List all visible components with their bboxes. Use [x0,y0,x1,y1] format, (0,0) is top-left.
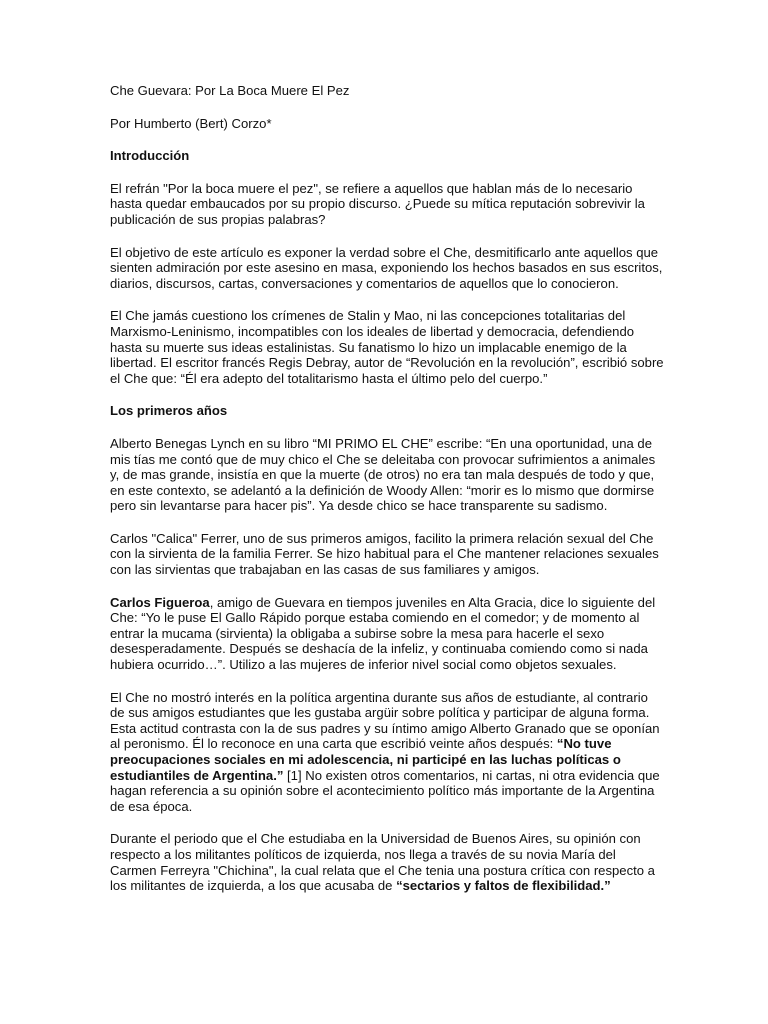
paragraph-3: El Che jamás cuestiono los crímenes de Stalin y Mao, ni las concepciones totalitarias del Marxismo-Leninismo, incompatibles con los ideales de libertad y democracia, defendiendo hasta su muerte sus ideas estalinistas. Su fanatismo lo hizo un implacable enemigo de la libertad. El escritor francés Regis Debray, autor de “Revolución en la revolución”, escribió sobre el Che que: “Él era adepto del totalitarismo hasta el último pelo del cuerpo.” [110,308,664,386]
paragraph-8 [110,831,665,893]
paragraph-5: Carlos "Calica" Ferrer, uno de sus primeros amigos, facilito la primera relación sexual del Che con la sirvienta de la familia Ferrer. Se hizo habitual para el Che mantener relaciones sexuales con las sirvientas que trabajaban en las casas de sus familiares y amigos. [110,530,659,578]
document-title: Che Guevara: Por La Boca Muere El Pez [110,83,350,98]
paragraph-6-text: , amigo de Guevara en tiempos juveniles en Alta Gracia, dice lo siguiente del Che: “Yo le puse El Gallo Rápido porque estaba comiendo en el comedor; y de momento al entrar la mucama (sirvienta) la obligaba a subirse sobre la mesa para hacerle el sexo desesperadamente. Después se deshacía de la infeliz, y continuaba comiendo como si nada hubiera ocurrido…”. Utilizo a las mujeres de inferior nivel social como objetos sexuales. [110,594,656,673]
paragraph-2: El objetivo de este artículo es exponer la verdad sobre el Che, desmitificarlo ante aquellos que sienten admiración por este asesino en masa, exponiendo los hechos basados en sus escritos, diarios, discursos, cartas, conversaciones y comentarios de aquellos que lo conocieron. [110,244,663,291]
paragraph-7 [110,690,665,815]
paragraph-8-quote: “sectarios y faltos de flexibilidad.” [396,878,611,894]
paragraph-6 [110,595,665,673]
paragraph-8-text: Durante el periodo que el Che estudiaba en la Universidad de Buenos Aires, su opinión con respecto a los militantes políticos de izquierda, nos llega a través de su novia María del Carmen Ferreyra "Chichina", la cual relata que el Che tenia una postura crítica con respecto a los militantes de izquierda, a los que acusaba de [110,831,655,894]
document-page [110,83,665,911]
paragraph-1: El refrán "Por la boca muere el pez", se refiere a aquellos que hablan más de lo necesario hasta quedar embaucados por su propio discurso. ¿Puede su mítica reputación sobrevivir la publicación de sus propias palabras? [110,180,645,227]
document-author: Por Humberto (Bert) Corzo* [110,115,272,131]
paragraph-7-text-b: [1] No existen otros comentarios, ni cartas, ni otra evidencia que hagan referencia a su opinión sobre el acontecimiento político más importante de la Argentina de esa época. [110,767,660,814]
heading-introduccion: Introducción [110,148,190,164]
paragraph-7-quote: “No tuve preocupaciones sociales en mi adolescencia, ni participé en las luchas políticas o estudiantiles de Argentina.” [110,736,621,783]
paragraph-7-text-a: El Che no mostró interés en la política argentina durante sus años de estudiante, al contrario de sus amigos estudiantes que les gustaba argüir sobre política y participar de alguna forma. Esta actitud contrasta con la de sus padres y su íntimo amigo Alberto Granado que se oponían al peronismo. Él lo reconoce en una carta que escribió veinte años después: [110,689,660,752]
paragraph-6-name: Carlos Figueroa [110,594,210,610]
paragraph-4: Alberto Benegas Lynch en su libro “MI PRIMO EL CHE” escribe: “En una oportunidad, una de mis tías me contó que de muy chico el Che se deleitaba con provocar sufrimientos a animales y, de mas grande, insistía en que la muerte (de otros) no era tan mala después de todo y que, en este contexto, se adelantó a la definición de Woody Allen: “morir es lo mismo que dormirse pero sin levantarse para hacer pis”. Ya desde chico se hace transparente su sadismo. [110,435,656,514]
heading-primeros-anos: Los primeros años [110,403,228,419]
